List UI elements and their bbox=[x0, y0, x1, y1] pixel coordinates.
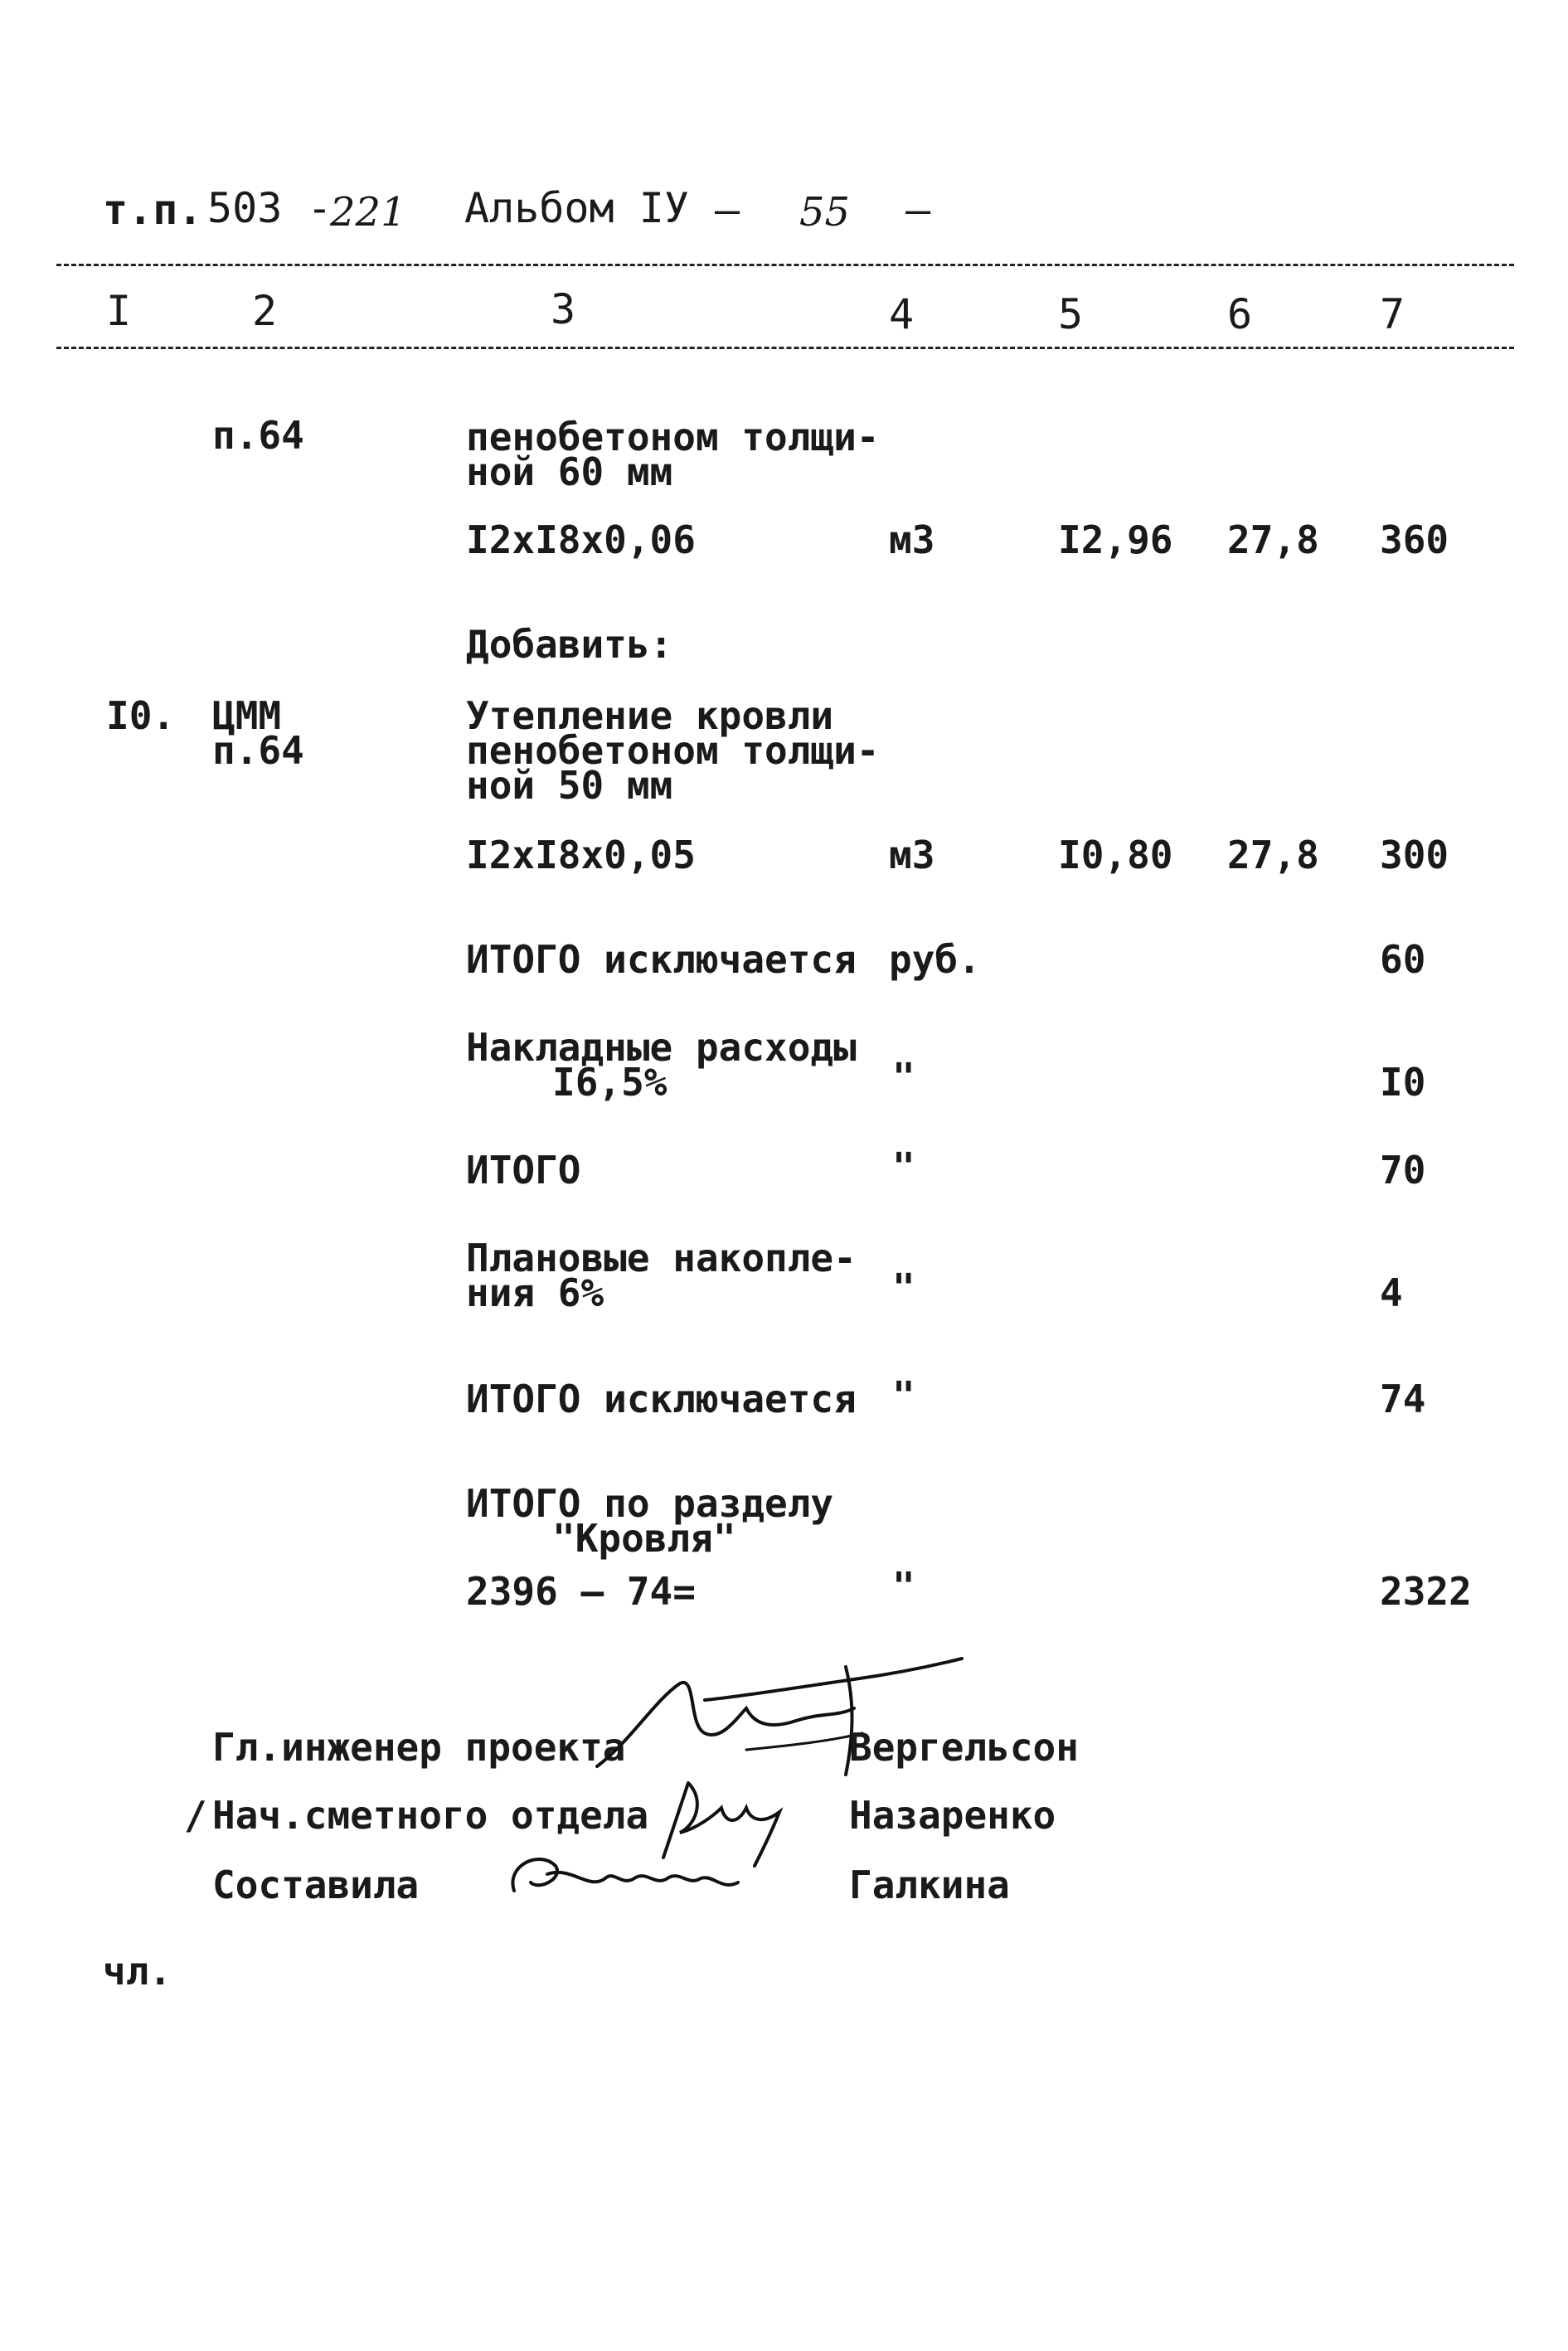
row5-unit: м3 bbox=[889, 833, 935, 877]
row8-desc: ИТОГО bbox=[466, 1148, 581, 1193]
row4-number: I0. bbox=[106, 693, 176, 738]
compiler-label: Составила bbox=[212, 1863, 420, 1907]
album-label: Альбом IУ bbox=[464, 184, 689, 232]
row7-desc-line1: Накладные расходы bbox=[466, 1025, 857, 1070]
row2-qty: I2,96 bbox=[1058, 517, 1173, 562]
table-header-rule bbox=[56, 347, 1514, 349]
compiler-signature bbox=[498, 1841, 763, 1916]
doc-number: 503 - bbox=[207, 184, 333, 232]
page-number-handwritten: 55 bbox=[799, 189, 851, 236]
column-header-1: I bbox=[106, 287, 132, 335]
header-dash-1: – bbox=[715, 186, 740, 234]
row2-unit: м3 bbox=[889, 517, 935, 562]
row8-unit: " bbox=[892, 1144, 915, 1189]
row1-desc-line2: ной 60 мм bbox=[466, 449, 673, 494]
row9-total: 4 bbox=[1380, 1270, 1403, 1315]
column-header-6: 6 bbox=[1227, 290, 1253, 338]
row10-unit: " bbox=[892, 1373, 915, 1418]
column-header-2: 2 bbox=[252, 287, 278, 335]
row1-desc-line1: пенобетоном толщи- bbox=[466, 415, 880, 459]
row4-desc-line2: пенобетоном толщи- bbox=[466, 728, 880, 773]
row8-total: 70 bbox=[1380, 1148, 1426, 1193]
row10-total: 74 bbox=[1380, 1377, 1426, 1421]
doc-prefix: т.п. bbox=[103, 186, 203, 234]
row5-price: 27,8 bbox=[1227, 833, 1319, 877]
column-header-5: 5 bbox=[1058, 290, 1084, 338]
row3-add-label: Добавить: bbox=[466, 622, 673, 667]
row5-qty: I0,80 bbox=[1058, 833, 1173, 877]
row4-ref-line2: п.64 bbox=[212, 728, 304, 773]
row9-desc-line1: Плановые накопле- bbox=[466, 1236, 857, 1280]
row4-desc-line1: Утепление кровли bbox=[466, 693, 834, 738]
chief-engineer-name: Вергельсон bbox=[849, 1725, 1079, 1770]
header-dash-2: – bbox=[905, 186, 931, 234]
row11-desc-line1: ИТОГО по разделу bbox=[466, 1481, 834, 1526]
row2-desc: I2xI8x0,06 bbox=[466, 517, 696, 562]
row2-total: 360 bbox=[1380, 517, 1449, 562]
row11-unit: " bbox=[892, 1564, 915, 1609]
row7-desc-line2: I6,5% bbox=[552, 1060, 667, 1105]
row6-total: 60 bbox=[1380, 937, 1426, 982]
row6-desc: ИТОГО исключается bbox=[466, 937, 857, 982]
row6-unit: руб. bbox=[889, 937, 981, 982]
row2-price: 27,8 bbox=[1227, 517, 1319, 562]
row4-desc-line3: ной 50 мм bbox=[466, 763, 673, 808]
column-header-4: 4 bbox=[889, 290, 915, 338]
row11-desc-line2: "Кровля" bbox=[552, 1516, 736, 1561]
row7-total: I0 bbox=[1380, 1060, 1426, 1105]
row9-unit: " bbox=[892, 1265, 915, 1310]
estimate-dept-label: Нач.сметного отдела bbox=[212, 1793, 649, 1838]
row4-ref-line1: ЦММ bbox=[212, 693, 282, 738]
row10-desc: ИТОГО исключается bbox=[466, 1377, 857, 1421]
doc-number-handwritten: 221 bbox=[330, 189, 406, 236]
column-header-3: 3 bbox=[551, 285, 576, 333]
estimate-dept-mark: / bbox=[184, 1793, 207, 1838]
row5-desc: I2xI8x0,05 bbox=[466, 833, 696, 877]
column-header-7: 7 bbox=[1380, 290, 1405, 338]
row1-ref: п.64 bbox=[212, 413, 304, 458]
compiler-name: Галкина bbox=[849, 1863, 1010, 1907]
estimate-dept-name: Назаренко bbox=[849, 1793, 1056, 1838]
footer-code: чл. bbox=[103, 1949, 172, 1994]
table-top-rule bbox=[56, 264, 1514, 266]
row5-total: 300 bbox=[1380, 833, 1449, 877]
row11-total: 2322 bbox=[1380, 1569, 1472, 1614]
row7-unit: " bbox=[892, 1055, 915, 1100]
row11-desc-line3: 2396 – 74= bbox=[466, 1569, 696, 1614]
row9-desc-line2: ния 6% bbox=[466, 1270, 604, 1315]
chief-engineer-label: Гл.инженер проекта bbox=[212, 1725, 626, 1770]
